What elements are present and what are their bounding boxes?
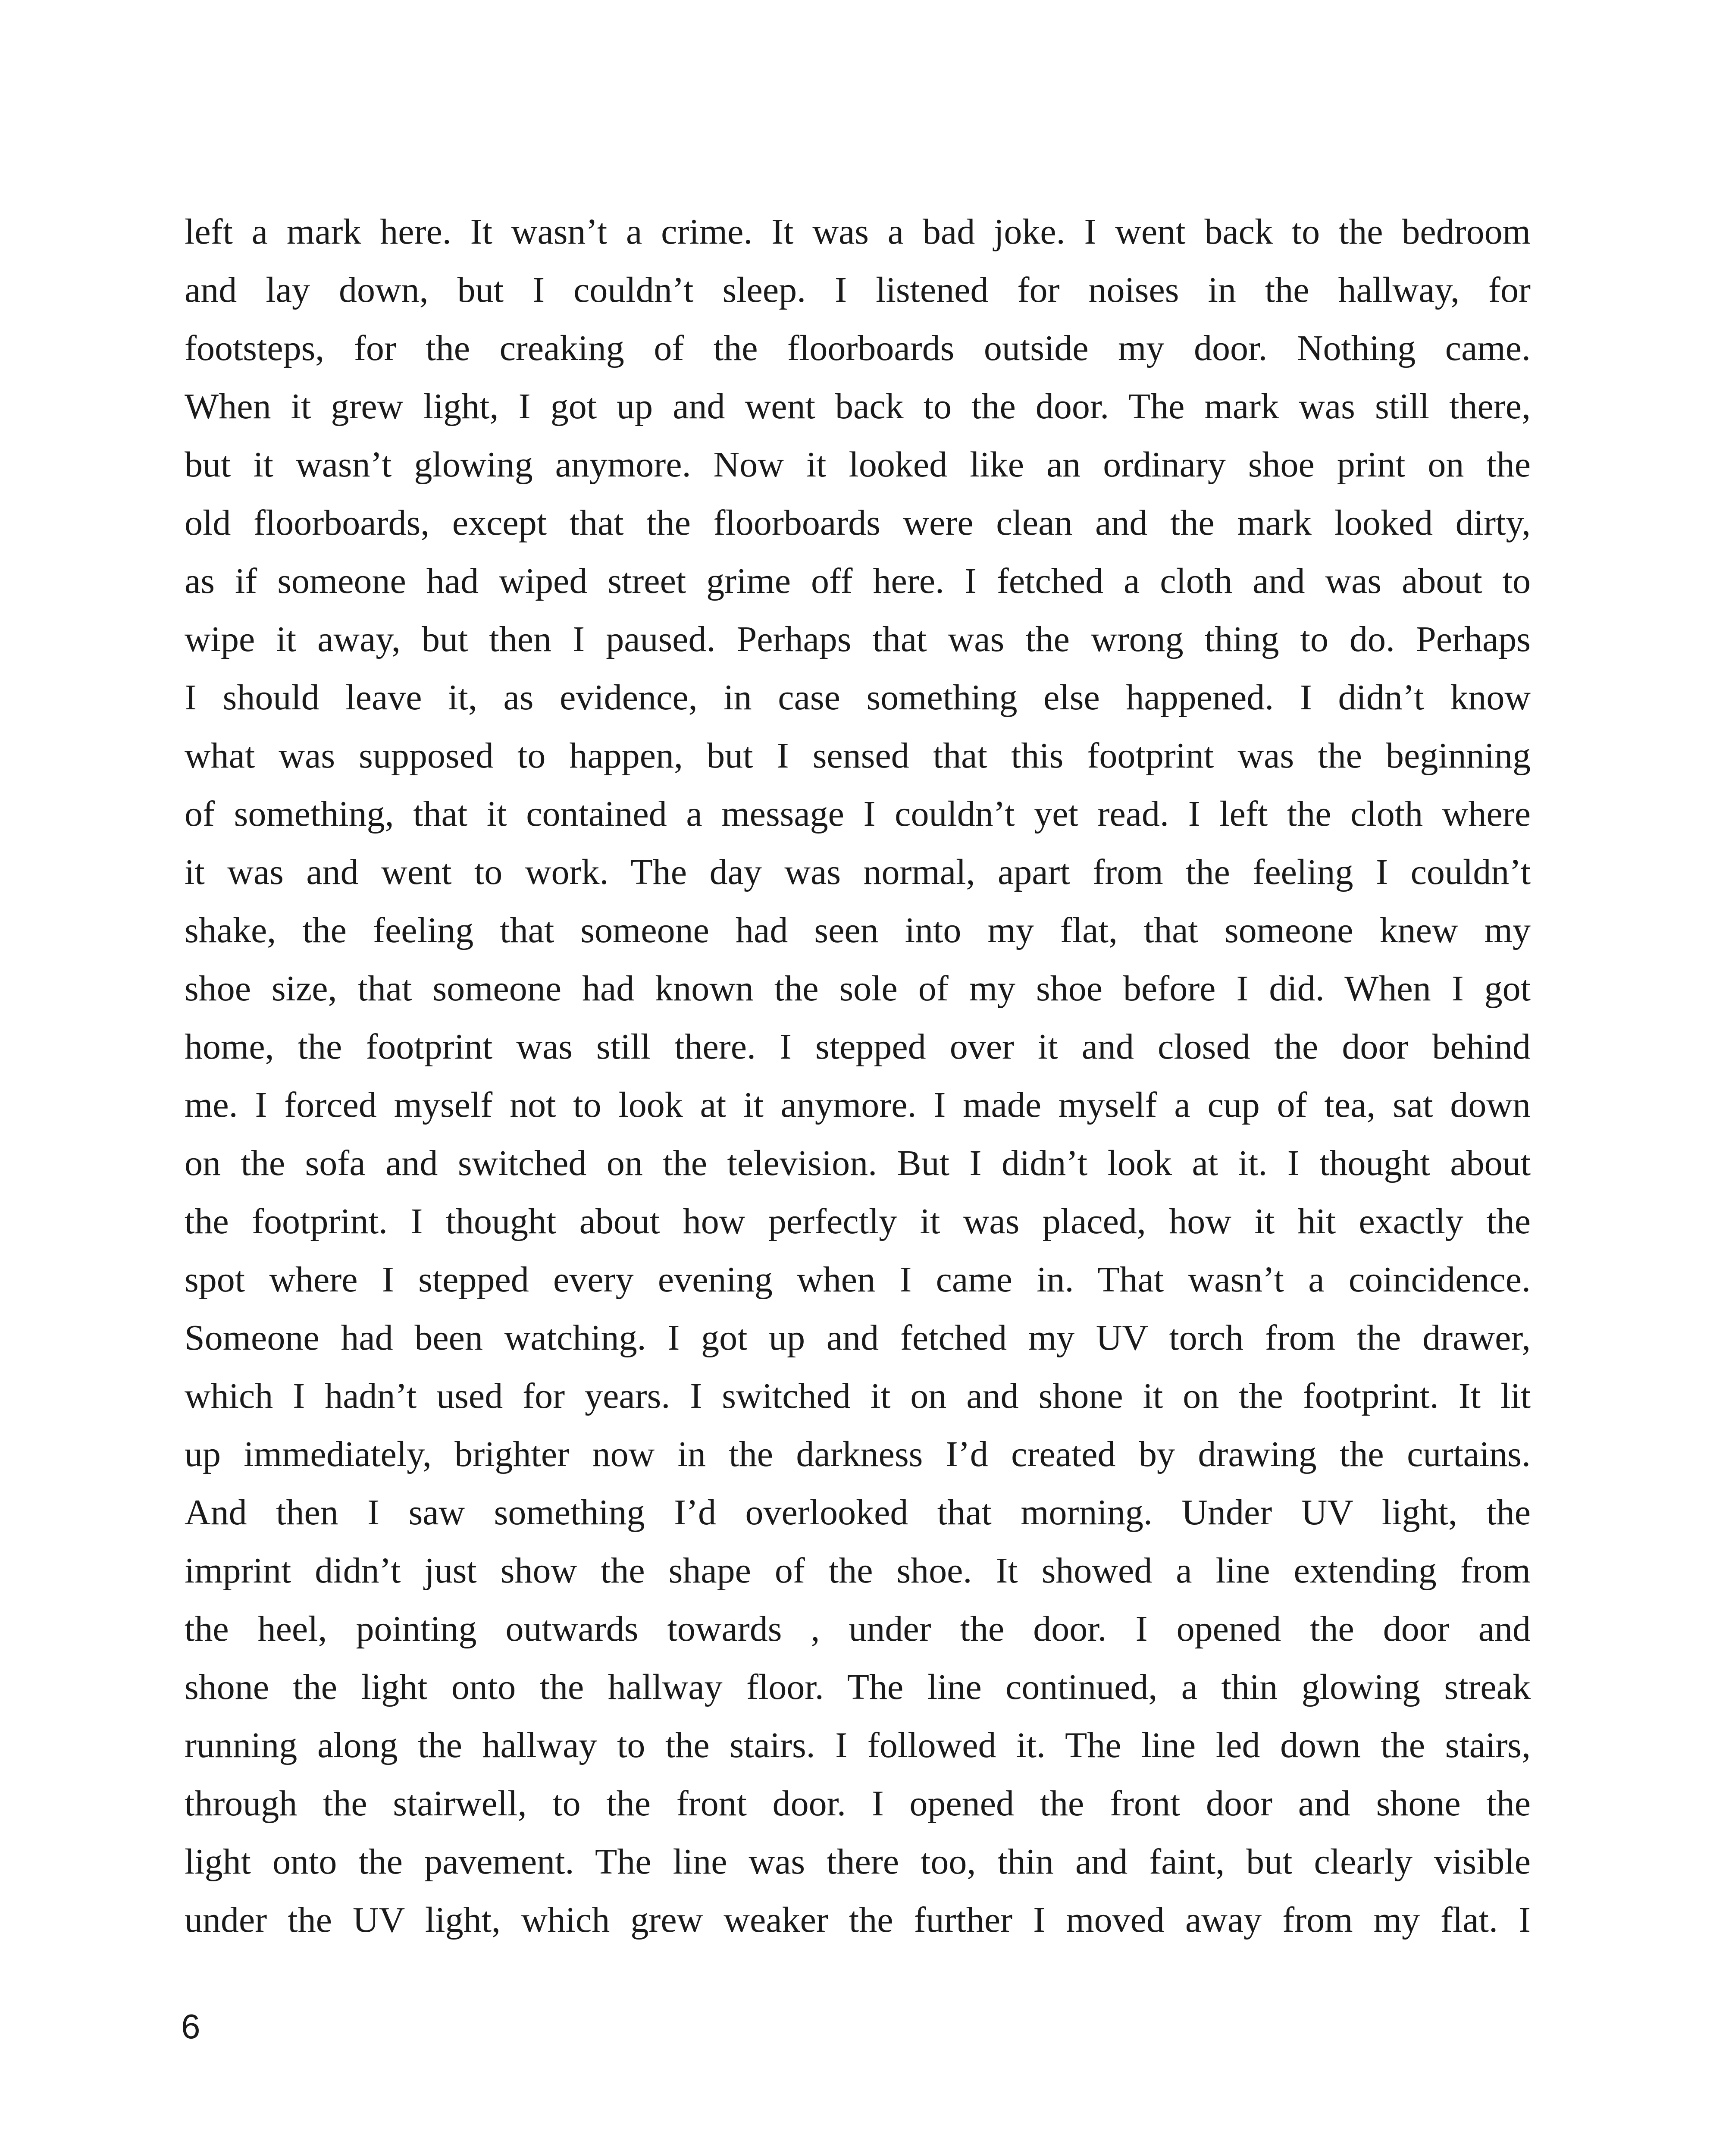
text-line: under the UV light, which grew weaker the further I moved away from my flat. I [185, 1900, 1531, 1940]
text-line: up immediately, brighter now in the darkness I’d created by drawing the curtains. [185, 1434, 1531, 1474]
text-line: shake, the feeling that someone had seen into my flat, that someone knew my [185, 910, 1531, 950]
text-line: When it grew light, I got up and went back to the door. The mark was still there, [185, 386, 1531, 426]
text-line: imprint didn’t just show the shape of the shoe. It showed a line extending from [185, 1551, 1531, 1591]
body-text [185, 203, 1531, 1949]
text-line: me. I forced myself not to look at it anymore. I made myself a cup of tea, sat down [185, 1085, 1531, 1125]
text-line: it was and went to work. The day was normal, apart from the feeling I couldn’t [185, 852, 1531, 892]
text-line: which I hadn’t used for years. I switched it on and shone it on the footprint. It lit [185, 1376, 1531, 1416]
text-line: left a mark here. It wasn’t a crime. It was a bad joke. I went back to the bedroom [185, 212, 1531, 252]
text-line: as if someone had wiped street grime off here. I fetched a cloth and was about to [185, 561, 1531, 601]
text-line: home, the footprint was still there. I stepped over it and closed the door behind [185, 1027, 1531, 1067]
text-line: of something, that it contained a message I couldn’t yet read. I left the cloth where [185, 794, 1531, 834]
text-line: light onto the pavement. The line was there too, thin and faint, but clearly visible [185, 1842, 1531, 1882]
text-line: spot where I stepped every evening when I came in. That wasn’t a coincidence. [185, 1260, 1531, 1300]
text-line: shone the light onto the hallway floor. The line continued, a thin glowing streak [185, 1667, 1531, 1707]
text-line: but it wasn’t glowing anymore. Now it looked like an ordinary shoe print on the [185, 445, 1531, 485]
text-line: I should leave it, as evidence, in case something else happened. I didn’t know [185, 677, 1531, 718]
text-line: wipe it away, but then I paused. Perhaps that was the wrong thing to do. Perhaps [185, 619, 1531, 659]
text-line: the heel, pointing outwards towards , under the door. I opened the door and [185, 1609, 1531, 1649]
text-line: shoe size, that someone had known the sole of my shoe before I did. When I got [185, 968, 1531, 1009]
text-line: what was supposed to happen, but I sensed that this footprint was the beginning [185, 736, 1531, 776]
text-line: old floorboards, except that the floorboards were clean and the mark looked dirty, [185, 503, 1531, 543]
page-number: 6 [181, 2007, 200, 2046]
text-line: Someone had been watching. I got up and fetched my UV torch from the drawer, [185, 1318, 1531, 1358]
text-line: And then I saw something I’d overlooked that morning. Under UV light, the [185, 1492, 1531, 1532]
text-line: running along the hallway to the stairs. I followed it. The line led down the stairs, [185, 1725, 1531, 1765]
text-line: footsteps, for the creaking of the floorboards outside my door. Nothing came. [185, 328, 1531, 368]
text-line: and lay down, but I couldn’t sleep. I listened for noises in the hallway, for [185, 270, 1531, 310]
text-line: on the sofa and switched on the television. But I didn’t look at it. I thought about [185, 1143, 1531, 1183]
text-line: the footprint. I thought about how perfectly it was placed, how it hit exactly the [185, 1201, 1531, 1241]
text-line: through the stairwell, to the front door. I opened the front door and shone the [185, 1783, 1531, 1824]
